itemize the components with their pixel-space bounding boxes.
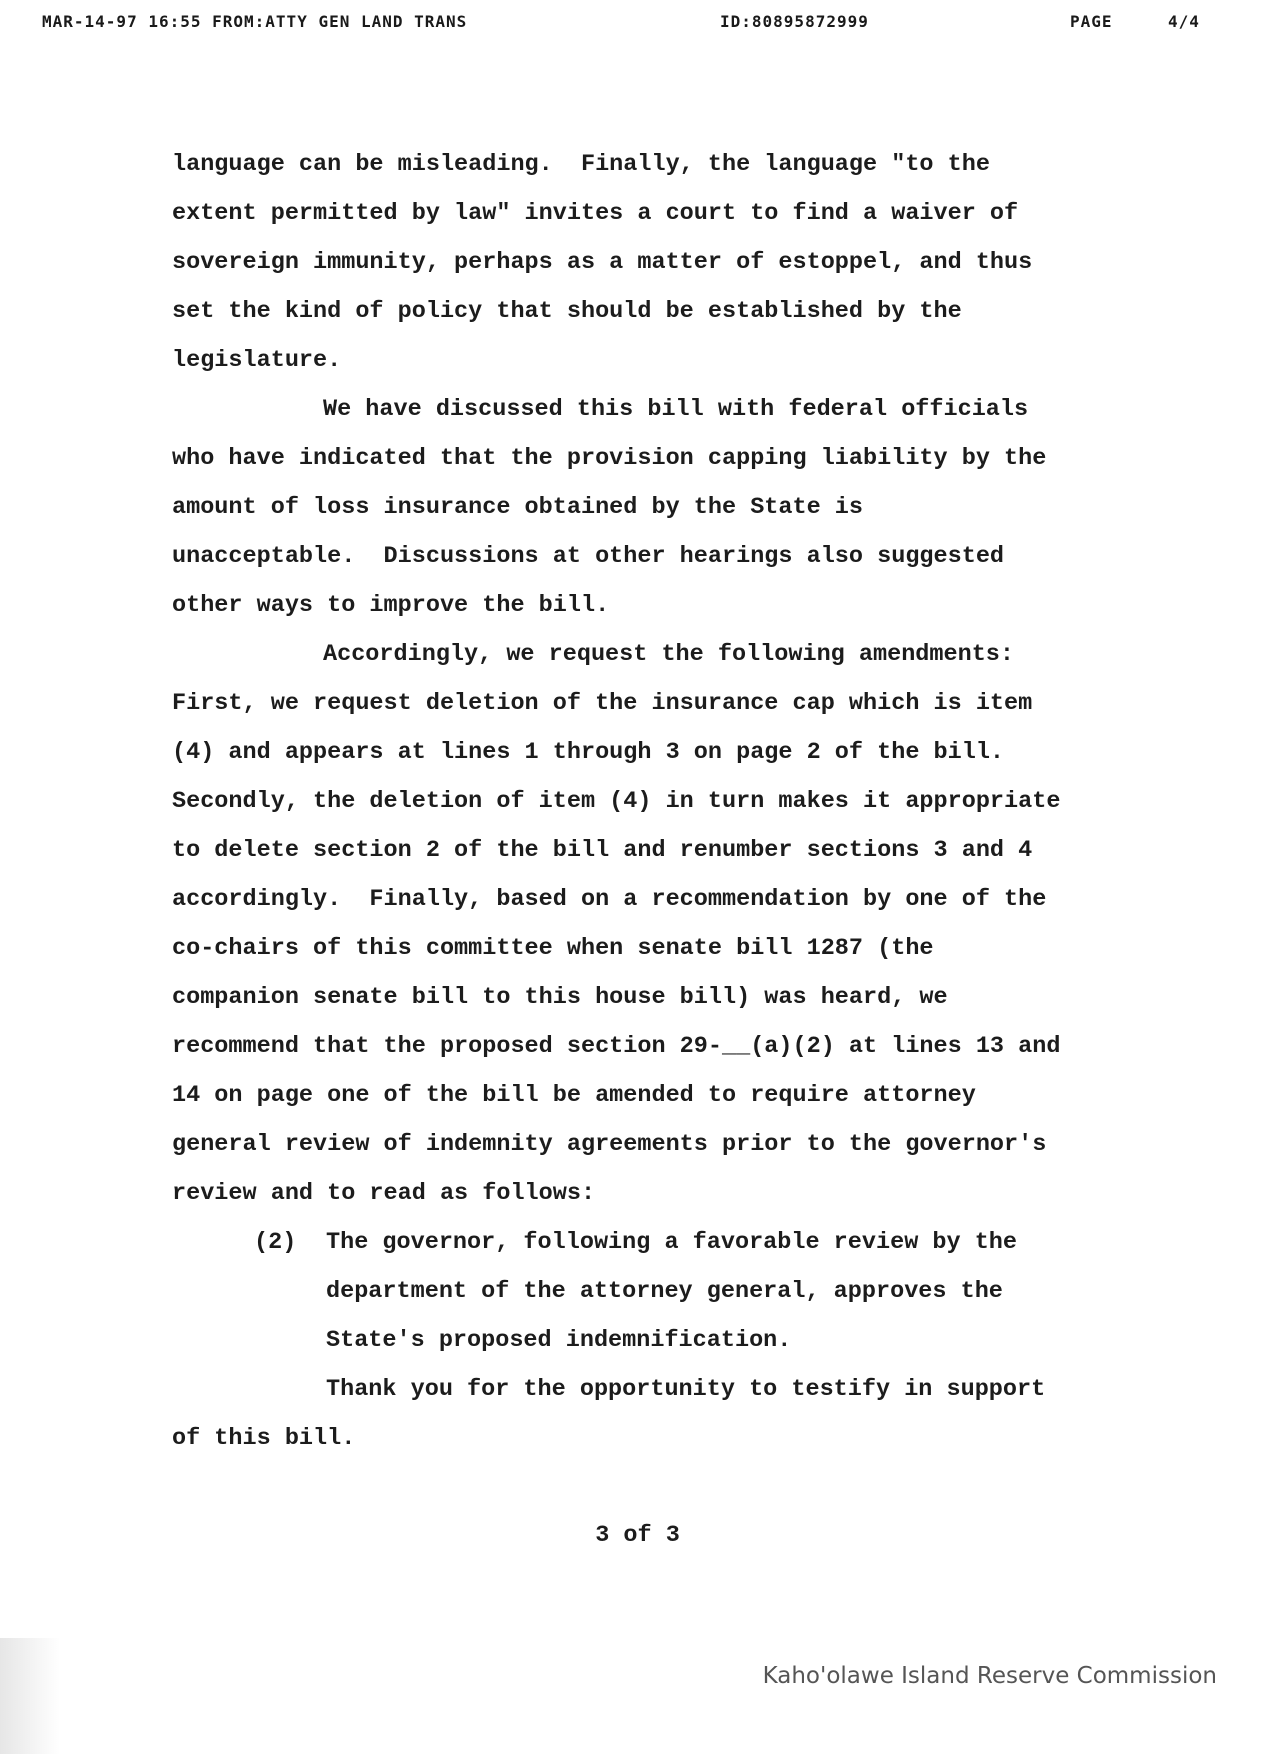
fax-header-sender: MAR-14-97 16:55 FROM:ATTY GEN LAND TRANS: [42, 12, 468, 31]
fax-header-page-label: PAGE: [1070, 12, 1113, 31]
paragraph-federal-officials: We have discussed this bill with federal officials who have indicated that the provision capping liability by the amount of loss insurance obtained by the State is unacceptable. Discussions at other hearings also suggested other ways to improve the bill.: [172, 396, 1047, 619]
amendment-item: [172, 1218, 1132, 1365]
source-footer: Kaho'olawe Island Reserve Commission: [762, 1663, 1217, 1689]
closing-line-2: of this bill.: [172, 1425, 356, 1452]
closing-line-1: Thank you for the opportunity to testify in support: [326, 1376, 1046, 1403]
scan-edge-shadow: [0, 1638, 60, 1754]
page-count: 3 of 3: [595, 1522, 680, 1549]
fax-header-id: ID:80895872999: [720, 12, 869, 31]
fax-header: [0, 12, 1275, 34]
document-body: [172, 140, 1132, 1463]
amendment-item-number: (2): [254, 1229, 297, 1256]
amendment-item-text: The governor, following a favorable review by the department of the attorney general, approves the State's proposed indemnification.: [326, 1229, 1018, 1354]
fax-header-page-number: 4/4: [1168, 12, 1200, 31]
paragraph-amendments: Accordingly, we request the following amendments: First, we request deletion of the insurance cap which is item (4) and appears at lines 1 through 3 on page 2 of the bill. Secondly, the deletion of item (4) in turn makes it appropriate to delete section 2 of the bill and renumber sections 3 and 4 accordingly. Finally, based on a recommendation by one of the co-chairs of this committee when senate bill 1287 (the companion senate bill to this house bill) was heard, we recommend that the proposed section 29-__(a)(2) at lines 13 and 14 on page one of the bill be amended to require attorney general review of indemnity agreements prior to the governor's review and to read as follows:: [172, 641, 1061, 1207]
paragraph-sovereign-immunity: language can be misleading. Finally, the language "to the extent permitted by law" invites a court to find a waiver of sovereign immunity, perhaps as a matter of estoppel, and thus set the kind of policy that should be established by the legislature.: [172, 151, 1033, 374]
